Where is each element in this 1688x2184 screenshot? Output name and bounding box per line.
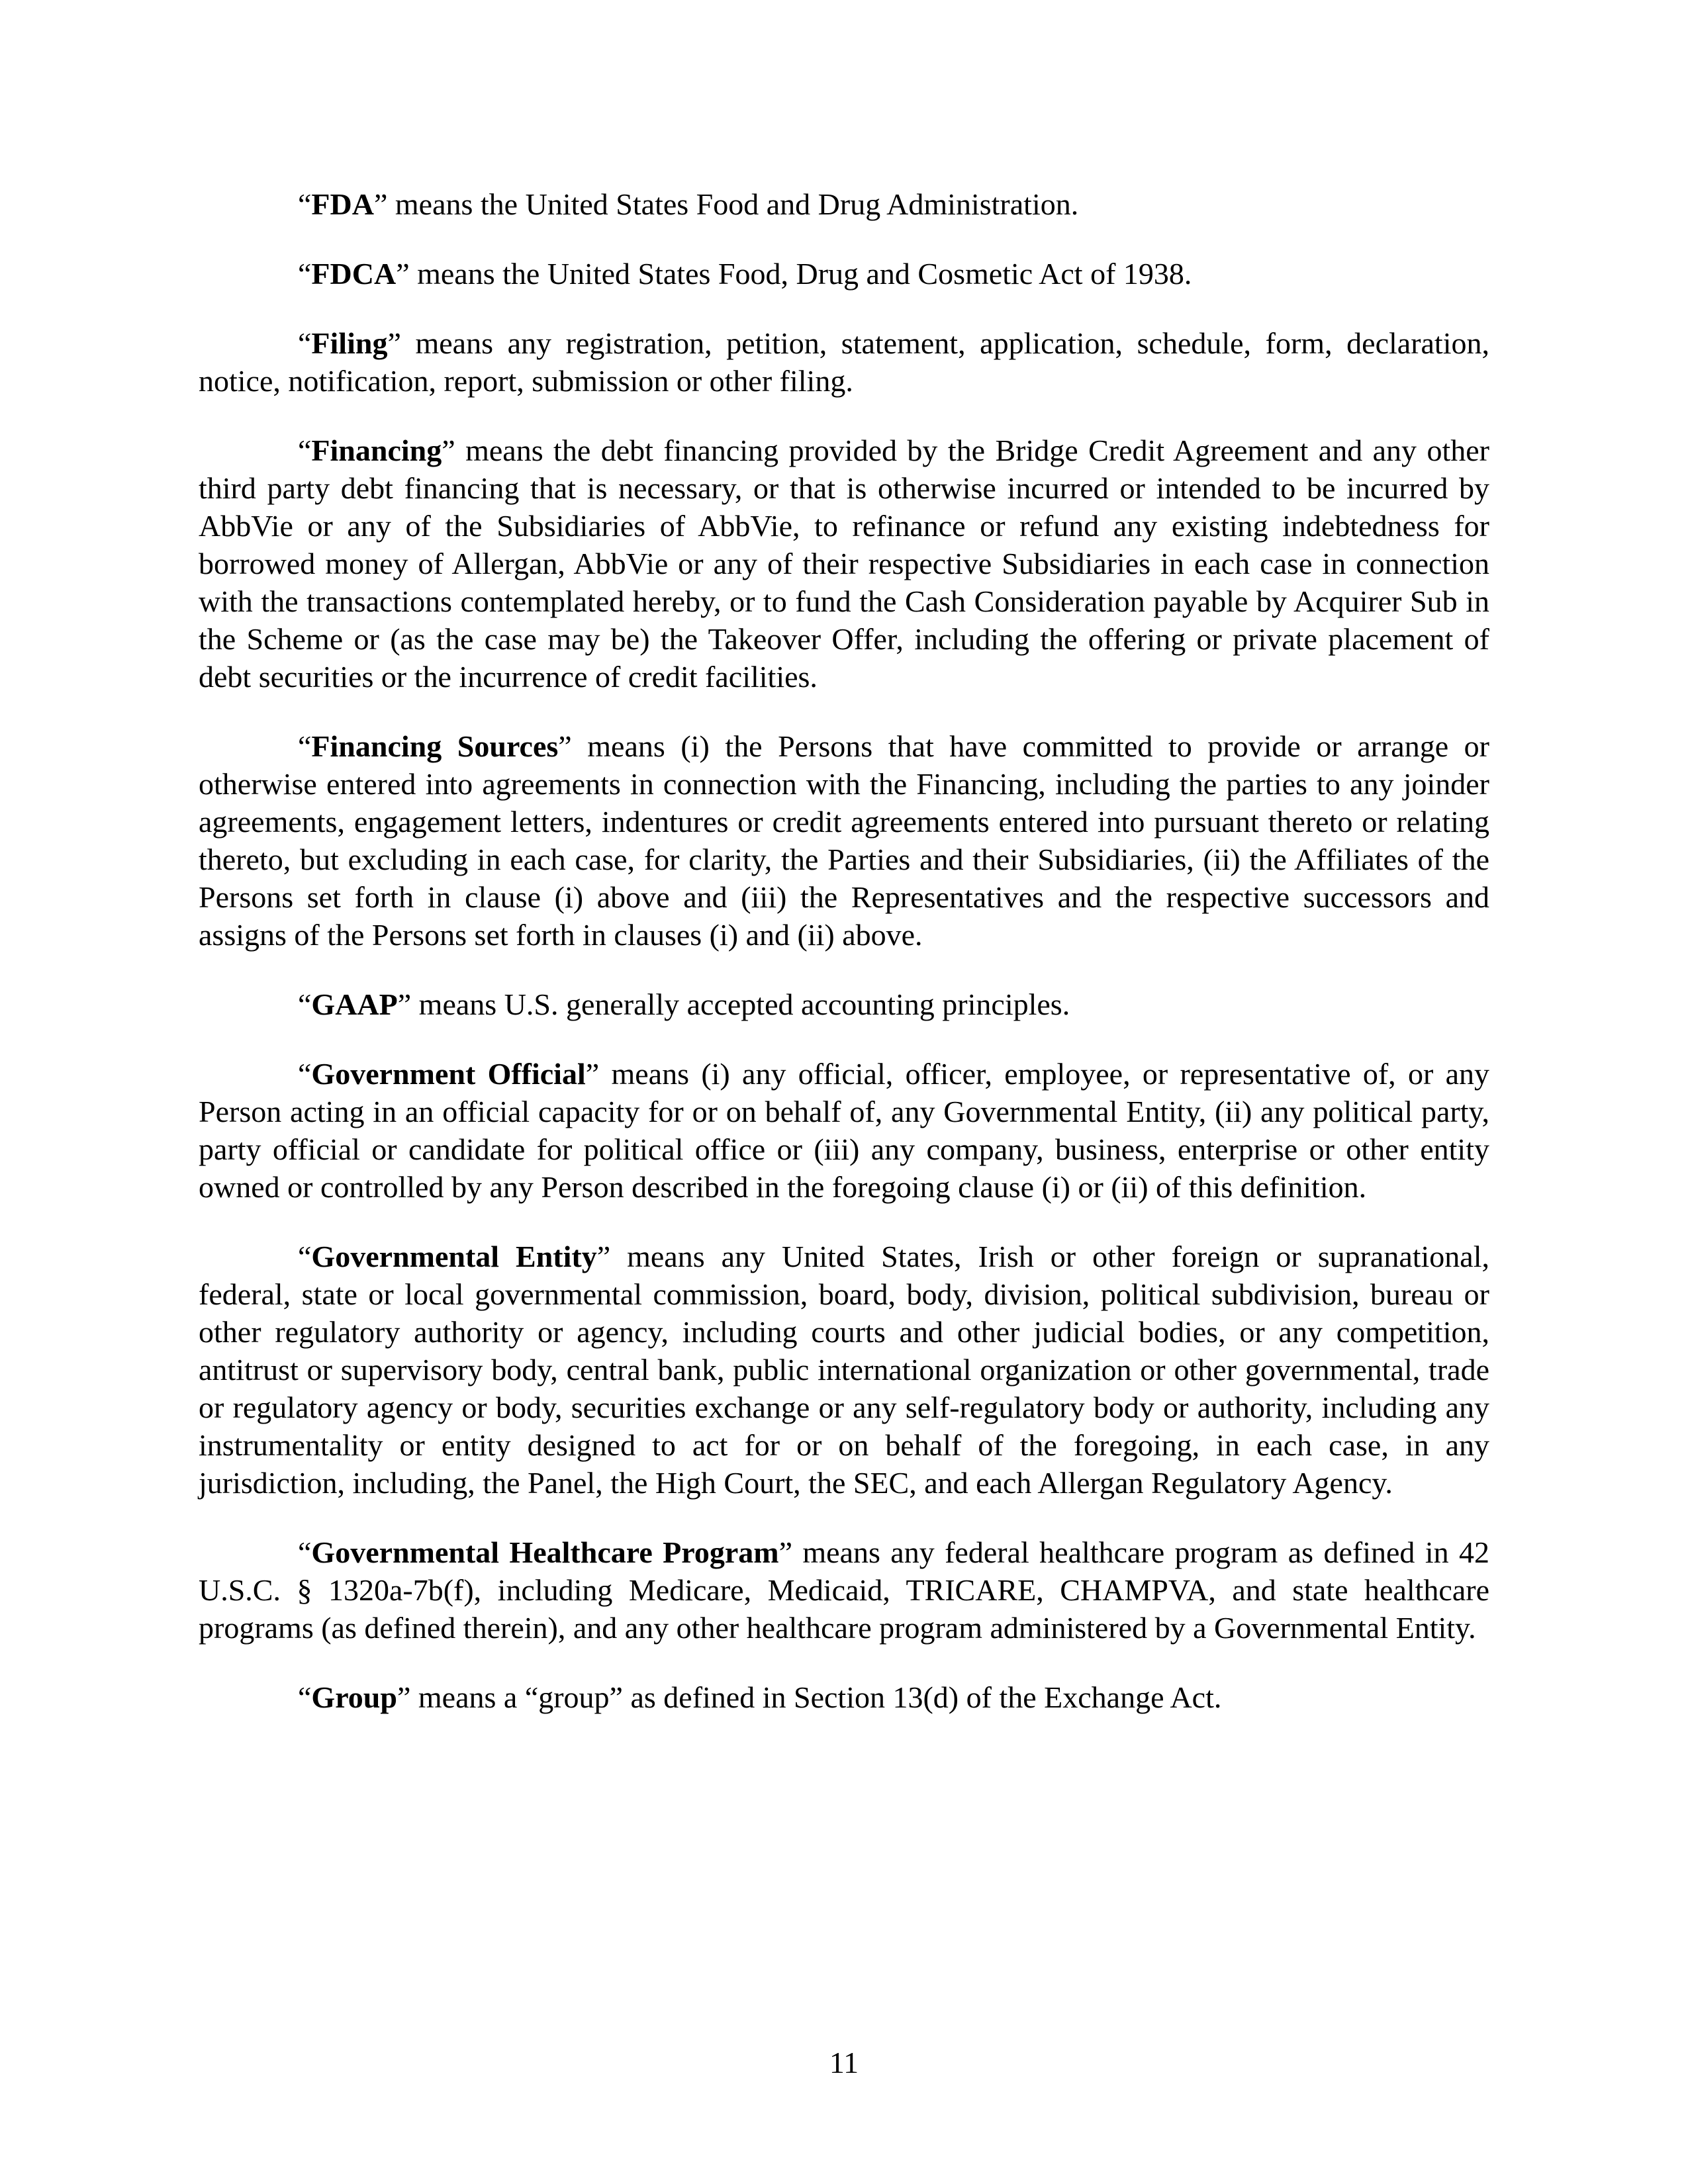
- definition-text: means any United States, Irish or other foreign or supranational, federal, state or local governmental commission, board, body, division, political subdivision, bureau or other regulatory authority or agency, including courts and other judicial bodies, or any competition, antitrust or supervisory body, central bank, public international organization or other governmental, trade or regulatory agency or body, securities exchange or any self-regulatory body or authority, including any instrumentality or entity designed to act for or on behalf of the foregoing, in each case, in any jurisdiction, including, the Panel, the High Court, the SEC, and each Allergan Regulatory Agency.: [199, 1240, 1490, 1500]
- definition-text: means any registration, petition, statement, application, schedule, form, declaration, notice, notification, report, submission or other filing.: [199, 326, 1489, 398]
- definition-financing-sources: “Financing Sources” means (i) the Persons that have committed to provide or arrange or otherwise entered into agreements in connection with the Financing, including the parties to any joinder agreements, engagement letters, indentures or credit agreements entered into pursuant thereto or relating thereto, but excluding in each case, for clarity, the Parties and their Subsidiaries, (ii) the Affiliates of the Persons set forth in clause (i) above and (iii) the Representatives and the respective successors and assigns of the Persons set forth in clauses (i) and (ii) above.: [199, 729, 1490, 952]
- definition-filing: “Filing” means any registration, petition, statement, application, schedule, form, declaration, notice, notification, report, submission or other filing.: [199, 326, 1489, 398]
- definition-text: means the United States Food and Drug Administration.: [387, 187, 1079, 221]
- definition-fdca: “FDCA” means the United States Food, Drug and Cosmetic Act of 1938.: [298, 257, 1192, 291]
- defined-term: Government Official: [311, 1057, 586, 1091]
- definition-gaap: “GAAP” means U.S. generally accepted accounting principles.: [298, 987, 1070, 1021]
- definition-text: means U.S. generally accepted accounting principles.: [411, 987, 1070, 1021]
- definition-text: means the United States Food, Drug and Cosmetic Act of 1938.: [409, 257, 1192, 291]
- defined-term: FDCA: [311, 257, 397, 291]
- defined-term: Filing: [311, 326, 388, 360]
- definition-governmental-entity: “Governmental Entity” means any United States, Irish or other foreign or supranational, federal, state or local governmental commission, board, body, division, political subdivision, bureau or other regulatory authority or agency, including courts and other judicial bodies, or any competition, antitrust or supervisory body, central bank, public international organization or other governmental, trade or regulatory agency or body, securities exchange or any self-regulatory body or authority, including any instrumentality or entity designed to act for or on behalf of the foregoing, in each case, in any jurisdiction, including, the Panel, the High Court, the SEC, and each Allergan Regulatory Agency.: [199, 1240, 1490, 1500]
- defined-term: Financing: [311, 433, 442, 467]
- definition-fda: “FDA” means the United States Food and Drug Administration.: [298, 187, 1079, 221]
- defined-term: Financing Sources: [311, 729, 559, 763]
- page-number: 11: [829, 2046, 859, 2079]
- document-body: [199, 185, 1489, 1748]
- definition-text: means the debt financing provided by the Bridge Credit Agreement and any other third party debt financing that is necessary, or that is otherwise incurred or intended to be incurred by AbbVie or any of the Subsidiaries of AbbVie, to refinance or refund any existing indebtedness for borrowed money of Allergan, AbbVie or any of their respective Subsidiaries in each case in connection with the transactions contemplated hereby, or to fund the Cash Consideration payable by Acquirer Sub in the Scheme or (as the case may be) the Takeover Offer, including the offering or private placement of debt securities or the incurrence of credit facilities.: [199, 433, 1489, 694]
- definition-text: means a “group” as defined in Section 13(d) of the Exchange Act.: [410, 1680, 1222, 1714]
- definition-financing: “Financing” means the debt financing provided by the Bridge Credit Agreement and any other third party debt financing that is necessary, or that is otherwise incurred or intended to be incurred by AbbVie or any of the Subsidiaries of AbbVie, to refinance or refund any existing indebtedness for borrowed money of Allergan, AbbVie or any of their respective Subsidiaries in each case in connection with the transactions contemplated hereby, or to fund the Cash Consideration payable by Acquirer Sub in the Scheme or (as the case may be) the Takeover Offer, including the offering or private placement of debt securities or the incurrence of credit facilities.: [199, 433, 1489, 694]
- definition-government-official: “Government Official” means (i) any official, officer, employee, or representative of, or any Person acting in an official capacity for or on behalf of, any Governmental Entity, (ii) any political party, party official or candidate for political office or (iii) any company, business, enterprise or other entity owned or controlled by any Person described in the foregoing clause (i) or (ii) of this definition.: [199, 1057, 1489, 1204]
- defined-term: GAAP: [311, 987, 398, 1021]
- definition-text: means (i) the Persons that have committed to provide or arrange or otherwise entered into agreements in connection with the Financing, including the parties to any joinder agreements, engagement letters, indentures or credit agreements entered into pursuant thereto or relating thereto, but excluding in each case, for clarity, the Parties and their Subsidiaries, (ii) the Affiliates of the Persons set forth in clause (i) above and (iii) the Representatives and the respective successors and assigns of the Persons set forth in clauses (i) and (ii) above.: [199, 729, 1490, 952]
- definition-group: “Group” means a “group” as defined in Section 13(d) of the Exchange Act.: [298, 1680, 1222, 1714]
- definition-text: means any federal healthcare program as defined in 42 U.S.C. § 1320a-7b(f), including Medicare, Medicaid, TRICARE, CHAMPVA, and state healthcare programs (as defined therein), and any other healthcare program administered by a Governmental Entity.: [199, 1535, 1489, 1645]
- definition-governmental-healthcare-program: “Governmental Healthcare Program” means any federal healthcare program as defined in 42 U.S.C. § 1320a-7b(f), including Medicare, Medicaid, TRICARE, CHAMPVA, and state healthcare programs (as defined therein), and any other healthcare program administered by a Governmental Entity.: [199, 1535, 1489, 1645]
- defined-term: Governmental Entity: [311, 1240, 597, 1273]
- defined-term: FDA: [311, 187, 374, 221]
- defined-term: Group: [311, 1680, 397, 1714]
- definition-text: means (i) any official, officer, employee, or representative of, or any Person acting in an official capacity for or on behalf of, any Governmental Entity, (ii) any political party, party official or candidate for political office or (iii) any company, business, enterprise or other entity owned or controlled by any Person described in the foregoing clause (i) or (ii) of this definition.: [199, 1057, 1489, 1204]
- defined-term: Governmental Healthcare Program: [311, 1535, 779, 1569]
